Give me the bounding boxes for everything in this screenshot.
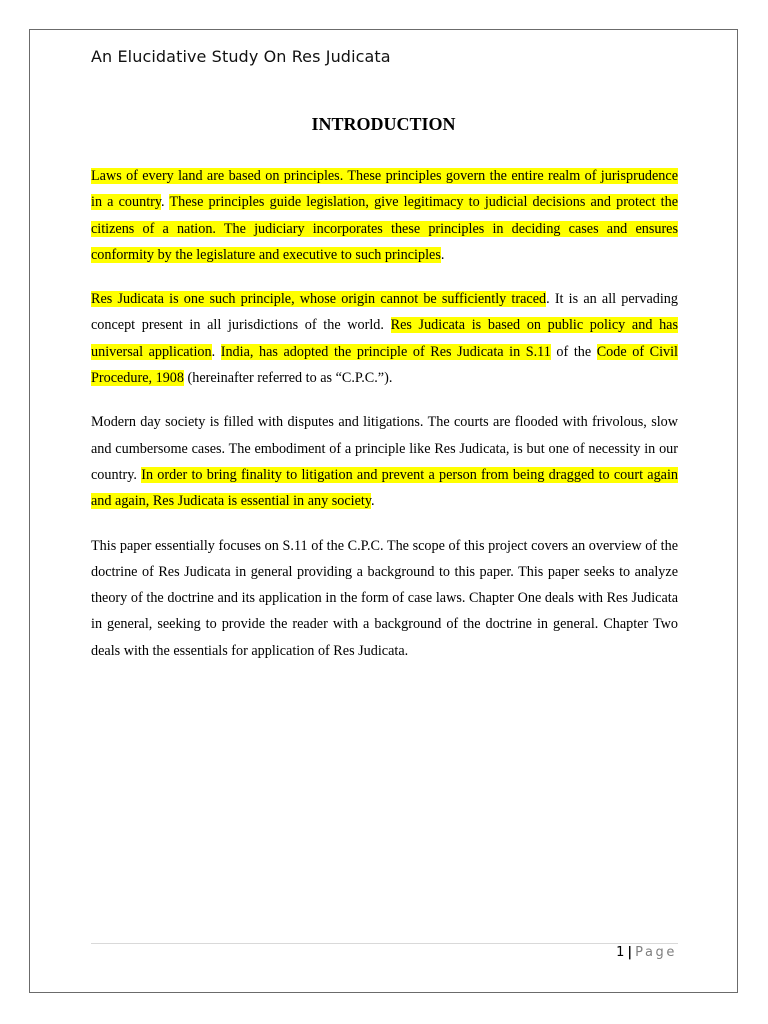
page-label: Page	[635, 945, 677, 960]
highlighted-text: Res Judicata is one such principle, whose origin cannot be sufficiently traced	[91, 291, 547, 308]
text-run: Modern day society is filled with disputes and litigations. The courts are flooded with frivolous, slow and cumbersome cases. The embodiment of a principle like Res Judicata, is but one of necessity in our country.	[91, 414, 678, 483]
section-heading: INTRODUCTION	[311, 114, 456, 134]
paragraph	[91, 533, 678, 664]
highlighted-text: Code of Civil Procedure, 1908	[91, 343, 679, 387]
highlighted-text: In order to bring finality to litigation and prevent a person from being dragged to court again and again, Res Judicata is essential in any society	[91, 466, 678, 510]
document-page	[29, 29, 738, 993]
text-run: .	[211, 343, 221, 360]
highlighted-text: Laws of every land are based on principles. These principles govern the entire realm of jurisprudence in a country	[91, 168, 678, 211]
text-run: of the	[550, 343, 597, 360]
highlighted-text: These principles guide legislation, give legitimacy to judicial decisions and protect the citizens of a nation. The judiciary incorporates these principles in deciding cases and ensures conformity by the legislature and executive to such principles	[91, 194, 678, 263]
text-run: This paper essentially focuses on S.11 of the C.P.C. The scope of this project covers an overview of the doctrine of Res Judicata in general providing a background to this paper. This paper seeks to analyze theory of the doctrine and its application in the form of case laws. Chapter One deals with Res Judicata in general, seeking to provide the reader with a background of the doctrine in general. Chapter Two deals with the essentials for application of Res Judicata.	[91, 537, 678, 659]
footer-separator: |	[627, 945, 633, 960]
paragraph	[91, 409, 678, 514]
text-run: . It is an all pervading concept present in all jurisdictions of the world.	[91, 291, 678, 334]
paragraph	[91, 163, 678, 268]
highlighted-text: Res Judicata is based on public policy and has universal application	[91, 317, 678, 360]
text-run: .	[371, 493, 375, 510]
paragraph	[91, 286, 678, 391]
text-run: (hereinafter referred to as “C.P.C.”).	[183, 370, 393, 387]
highlighted-text: India, has adopted the principle of Res Judicata in S.11	[220, 343, 551, 360]
text-run: .	[440, 246, 445, 263]
page-footer	[616, 945, 677, 960]
body-text	[91, 163, 678, 682]
page-number: 1	[616, 945, 625, 960]
footer-divider	[91, 943, 678, 944]
text-run: .	[161, 194, 170, 211]
running-header-title: An Elucidative Study On Res Judicata	[91, 47, 391, 66]
